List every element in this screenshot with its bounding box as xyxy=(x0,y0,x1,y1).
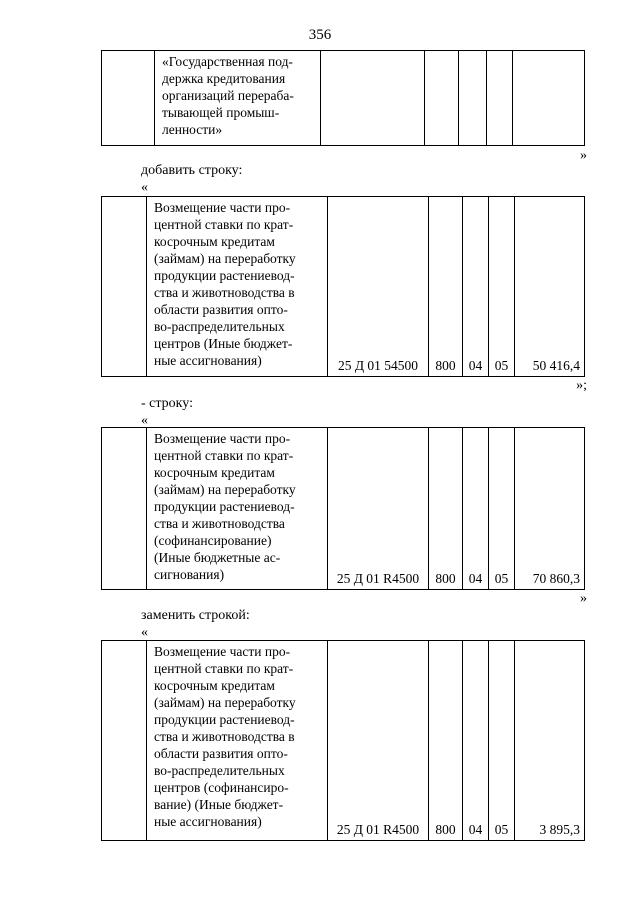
table-row xyxy=(102,51,585,146)
opening-quote: « xyxy=(141,413,148,428)
closing-quote: » xyxy=(580,591,587,606)
instruction-add-row: добавить строку: xyxy=(141,163,243,178)
row-description: Возмещение части про- центной ставки по крат- косрочным кредитам (займам) на переработку продукции растениевод- ства и животноводства в области развития опто- во-распределительных центров (Иные бюджет- ные ассигнования) xyxy=(147,197,328,377)
amount: 70 860,3 xyxy=(515,428,585,590)
budget-table-2 xyxy=(101,196,585,377)
instruction-row: - строку: xyxy=(141,396,193,411)
target-code: 25 Д 01 54500 xyxy=(328,197,429,377)
subsection-code xyxy=(487,51,513,146)
table-row xyxy=(102,197,585,377)
expense-type: 800 xyxy=(429,641,463,841)
expense-type xyxy=(425,51,459,146)
opening-quote: « xyxy=(141,625,148,640)
instruction-replace: заменить строкой: xyxy=(141,608,250,623)
table-row xyxy=(102,428,585,590)
blank-cell xyxy=(102,641,147,841)
section-code: 04 xyxy=(463,641,489,841)
amount: 50 416,4 xyxy=(515,197,585,377)
row-description: «Государственная под- держка кредитования организаций перераба- тывающей промыш- ленности» xyxy=(155,51,321,146)
row-description: Возмещение части про- центной ставки по крат- косрочным кредитам (займам) на переработку продукции растениевод- ства и животноводства (софинансирование) (Иные бюджетные ас- сигнования) xyxy=(147,428,328,590)
target-code: 25 Д 01 R4500 xyxy=(328,641,429,841)
subsection-code: 05 xyxy=(489,197,515,377)
target-code xyxy=(321,51,425,146)
expense-type: 800 xyxy=(429,197,463,377)
blank-cell xyxy=(102,197,147,377)
closing-quote: »; xyxy=(576,378,587,393)
page-number: 356 xyxy=(308,27,332,43)
amount xyxy=(513,51,585,146)
budget-table-4 xyxy=(101,640,585,841)
opening-quote: « xyxy=(141,180,148,195)
section-code: 04 xyxy=(463,428,489,590)
amount: 3 895,3 xyxy=(515,641,585,841)
section-code xyxy=(459,51,487,146)
expense-type: 800 xyxy=(429,428,463,590)
row-description: Возмещение части про- центной ставки по крат- косрочным кредитам (займам) на переработку продукции растениевод- ства и животноводства в области развития опто- во-распределительных центров (софинансиро- вание) (Иные бюджет- ные ассигнования) xyxy=(147,641,328,841)
budget-table-3 xyxy=(101,427,585,590)
blank-cell xyxy=(102,428,147,590)
budget-table-1 xyxy=(101,50,585,146)
subsection-code: 05 xyxy=(489,428,515,590)
subsection-code: 05 xyxy=(489,641,515,841)
blank-cell xyxy=(102,51,155,146)
target-code: 25 Д 01 R4500 xyxy=(328,428,429,590)
closing-quote: » xyxy=(580,148,587,163)
table-row xyxy=(102,641,585,841)
section-code: 04 xyxy=(463,197,489,377)
